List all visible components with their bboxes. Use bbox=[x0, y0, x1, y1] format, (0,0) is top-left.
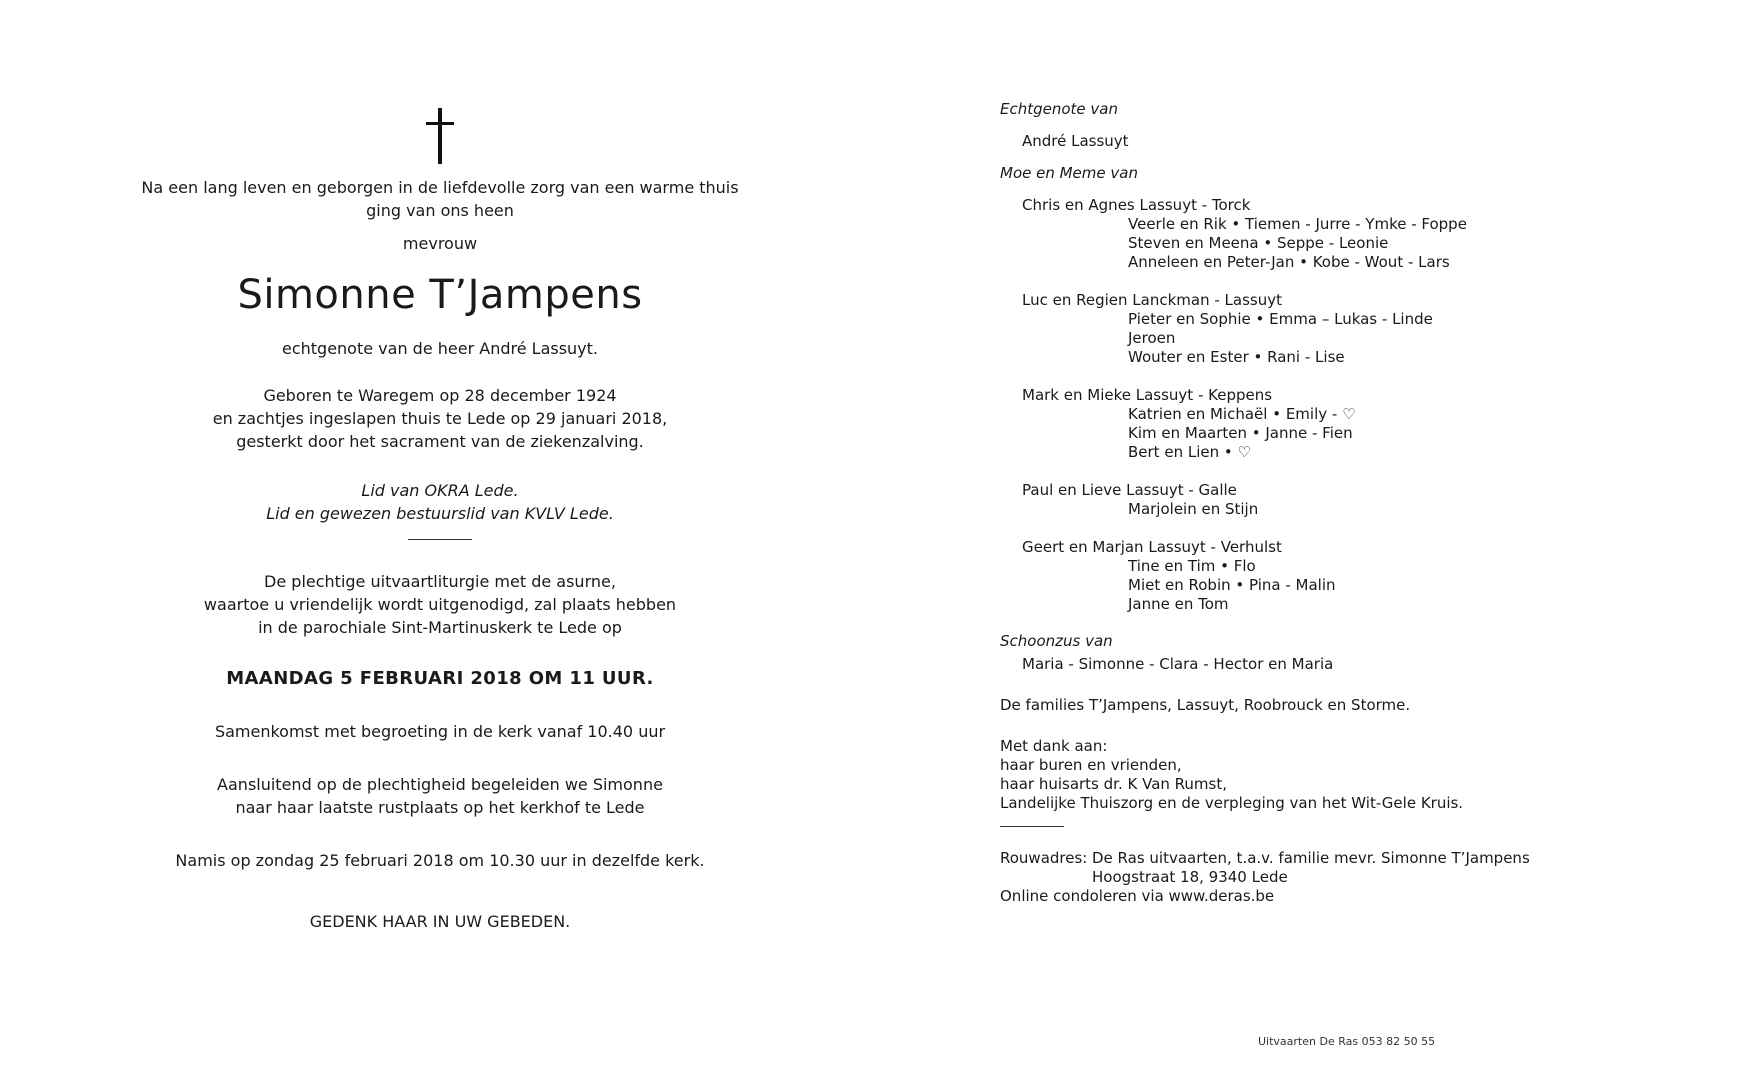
deceased-name: Simonne T’Jampens bbox=[237, 272, 643, 318]
echtgenote-name: André Lassuyt bbox=[1022, 132, 1129, 150]
family-child: Pieter en Sophie • Emma – Lukas - Linde bbox=[1128, 310, 1433, 328]
liturgy-line: in de parochiale Sint-Martinuskerk te Lede op bbox=[258, 618, 622, 637]
thanks-line: Met dank aan: bbox=[1000, 737, 1108, 755]
family-child: Jeroen bbox=[1128, 329, 1176, 347]
namis-text: Namis op zondag 25 februari 2018 om 10.30 uur in dezelfde kerk. bbox=[175, 851, 705, 870]
rouwadres-label: Rouwadres: bbox=[1000, 849, 1088, 867]
gathering-text: Samenkomst met begroeting in de kerk vanaf 10.40 uur bbox=[214, 722, 666, 741]
honorific: mevrouw bbox=[402, 234, 478, 253]
rouwadres-row bbox=[1000, 849, 1560, 887]
liturgy-line: De plechtige uitvaartliturgie met de asurne, bbox=[264, 572, 616, 591]
family-child: Janne en Tom bbox=[1128, 595, 1229, 613]
families-line: De families T’Jampens, Lassuyt, Roobrouck en Storme. bbox=[1000, 696, 1411, 714]
thanks-line: haar buren en vrienden, bbox=[1000, 756, 1182, 774]
liturgy-line: waartoe u vriendelijk wordt uitgenodigd, zal plaats hebben bbox=[203, 595, 677, 614]
intro-line: Na een lang leven en geborgen in de liefdevolle zorg van een warme thuis bbox=[141, 178, 739, 197]
membership-line: Lid en gewezen bestuurslid van KVLV Lede. bbox=[266, 504, 614, 523]
right-column bbox=[1000, 100, 1560, 906]
echtgenote-label: Echtgenote van bbox=[1000, 100, 1119, 118]
rouwadres-line: Hoogstraat 18, 9340 Lede bbox=[1092, 868, 1288, 886]
family-head: Luc en Regien Lanckman - Lassuyt bbox=[1022, 291, 1282, 309]
online-condolence: Online condoleren via www.deras.be bbox=[1000, 887, 1275, 905]
cross-icon bbox=[420, 108, 460, 166]
intro-text bbox=[140, 176, 740, 222]
family-child: Tine en Tim • Flo bbox=[1128, 557, 1256, 575]
intro-line: ging van ons heen bbox=[366, 201, 514, 220]
divider bbox=[1000, 826, 1064, 827]
death-line: en zachtjes ingeslapen thuis te Lede op 29 januari 2018, bbox=[212, 409, 668, 428]
family-child: Kim en Maarten • Janne - Fien bbox=[1128, 424, 1353, 442]
family-head: Mark en Mieke Lassuyt - Keppens bbox=[1022, 386, 1273, 404]
family-block bbox=[1000, 538, 1560, 614]
family-block bbox=[1000, 386, 1560, 462]
footer-note: Uitvaarten De Ras 053 82 50 55 bbox=[1258, 1035, 1436, 1048]
divider bbox=[408, 539, 472, 540]
birth-death-text bbox=[140, 384, 740, 453]
rouwadres-address bbox=[1092, 849, 1530, 887]
liturgy-text bbox=[140, 570, 740, 639]
thanks-line: Landelijke Thuiszorg en de verpleging van het Wit-Gele Kruis. bbox=[1000, 794, 1464, 812]
schoonzus-names: Maria - Simonne - Clara - Hector en Maria bbox=[1022, 655, 1334, 673]
thanks-line: haar huisarts dr. K Van Rumst, bbox=[1000, 775, 1227, 793]
left-column bbox=[140, 100, 740, 933]
schoonzus-label: Schoonzus van bbox=[1000, 632, 1113, 650]
family-block bbox=[1000, 291, 1560, 367]
rouwadres-line: De Ras uitvaarten, t.a.v. familie mevr. Simonne T’Jampens bbox=[1092, 849, 1530, 867]
moe-label: Moe en Meme van bbox=[1000, 164, 1138, 182]
membership-text bbox=[140, 479, 740, 525]
membership-line: Lid van OKRA Lede. bbox=[361, 481, 519, 500]
burial-line: Aansluitend op de plechtigheid begeleiden we Simonne bbox=[217, 775, 663, 794]
burial-line: naar haar laatste rustplaats op het kerkhof te Lede bbox=[235, 798, 645, 817]
family-child: Steven en Meena • Seppe - Leonie bbox=[1128, 234, 1389, 252]
burial-text bbox=[140, 773, 740, 819]
thanks-block bbox=[1000, 737, 1560, 813]
family-child: Miet en Robin • Pina - Malin bbox=[1128, 576, 1336, 594]
family-head: Chris en Agnes Lassuyt - Torck bbox=[1022, 196, 1251, 214]
family-block bbox=[1000, 481, 1560, 519]
family-head: Paul en Lieve Lassuyt - Galle bbox=[1022, 481, 1237, 499]
family-child: Katrien en Michaël • Emily - ♡ bbox=[1128, 405, 1356, 423]
family-child: Marjolein en Stijn bbox=[1128, 500, 1259, 518]
family-child: Bert en Lien • ♡ bbox=[1128, 443, 1251, 461]
family-child: Veerle en Rik • Tiemen - Jurre - Ymke - Foppe bbox=[1128, 215, 1467, 233]
family-block bbox=[1000, 196, 1560, 272]
birth-line: Geboren te Waregem op 28 december 1924 bbox=[263, 386, 617, 405]
funeral-date: MAANDAG 5 FEBRUARI 2018 OM 11 UUR. bbox=[226, 668, 654, 689]
sacrament-line: gesterkt door het sacrament van de ziekenzalving. bbox=[236, 432, 644, 451]
rouwadres-block bbox=[1000, 849, 1560, 906]
family-child: Anneleen en Peter-Jan • Kobe - Wout - Lars bbox=[1128, 253, 1450, 271]
spouse-line: echtgenote van de heer André Lassuyt. bbox=[281, 339, 599, 358]
family-head: Geert en Marjan Lassuyt - Verhulst bbox=[1022, 538, 1282, 556]
prayer-request: GEDENK HAAR IN UW GEBEDEN. bbox=[309, 912, 571, 931]
family-child: Wouter en Ester • Rani - Lise bbox=[1128, 348, 1345, 366]
